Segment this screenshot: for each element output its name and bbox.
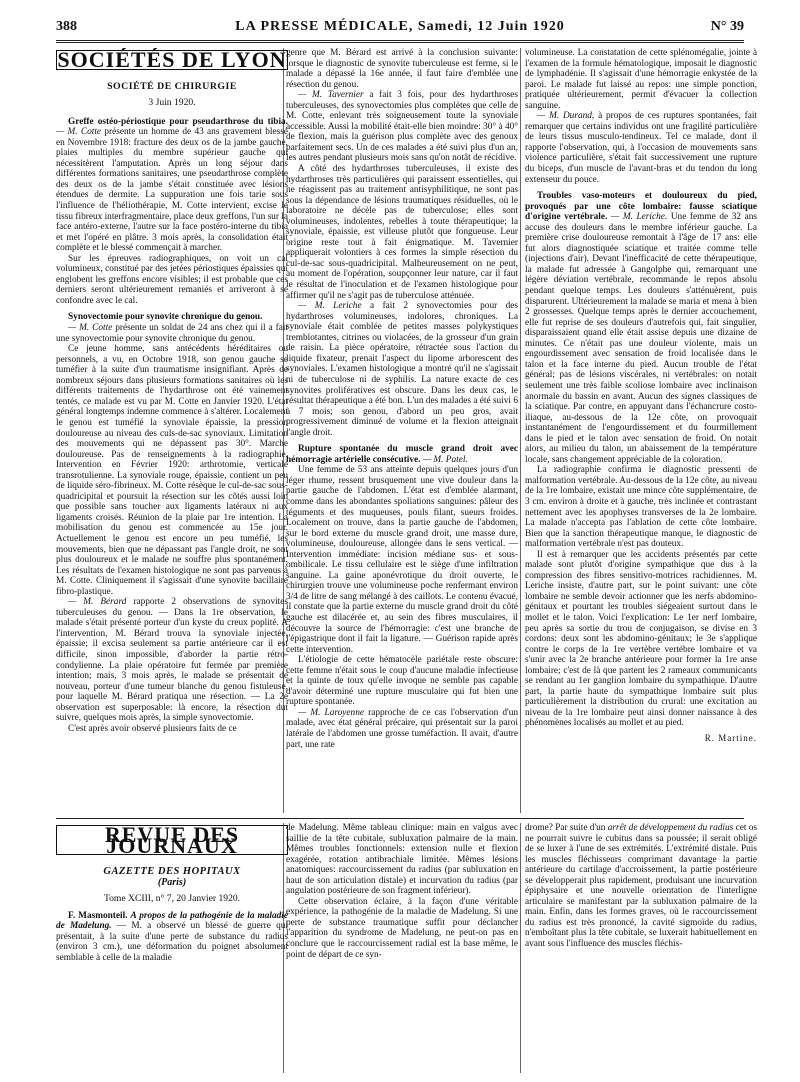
society-name: SOCIÉTÉ DE CHIRURGIE xyxy=(107,80,237,92)
meeting-date: 3 Juin 1920. xyxy=(148,97,196,109)
paragraph: — M. Bérard rapporte 2 observations de synovites tuberculeuses du genou. — Dans la 1re observation, le malade s'était présenté porteur d'un kyste du creux poplité. A l'intervention, M. Bérard trouva la synoviale injectée, épaissie; il excisa seulement sa partie antérieure car il est difficile, sinon impossible, d'aborder la partie rétro-condylienne. La plaie opératoire fut fermée par première intention; mais, 3 mois après, le malade se présentait de nouveau, porteur d'une tumeur blanche du genou fistuleuse, pour laquelle M. Bérard pratiqua une résection. — La 2e observation est superposable: là encore, la résection dut suivre, quelques mois après, la simple synovectomie. xyxy=(56,597,288,724)
paragraph: Une femme de 53 ans atteinte depuis quelques jours d'un léger rhume, ressent brusquement une vive douleur dans la partie gauche de l'abdomen. L'état est d'emblée alarmant, comme dans les abondantes spoliations sanguines: pâleur des téguments et des muqueuses, pouls filant, sueurs froides. Localement on trouve, dans la partie gauche de l'abdomen, sur le bord externe du muscle grand droit, une masse dure, volumineuse, douloureuse, allongée dans le sens vertical. — Intervention immédiate: incision médiane sus- et sous-ombilicale. Le tissu cellulaire est le siège d'une infiltration sanguine. La gaine aponévrotique du droit ouverte, le chirurgien trouve une volumineuse poche renfermant environ 3/4 de litre de sang mélangé à des caillots. Le contenu évacué, il constate que la partie externe du muscle grand droit du côté gauche est dilacérée et, au sein des fibres musculaires, il découvre la source de l'hémorragie: c'est une branche de l'épigastrique dont il fait la ligature. — Guérison rapide après cette intervention. xyxy=(286,465,518,655)
paragraph: Cette observation éclaire, à la façon d'une véritable expérience, la pathogénie de la maladie de Madelung. Si une perte de substance traumatique suffit pour déclancher l'apparition du syndrome de Madelung, ne peut-on pas en conclure que le raccourcissement radial est la base même, le point de départ de ce syn- xyxy=(286,896,518,960)
paragraph: Il est à remarquer que les accidents présentés par cette malade sont plutôt d'origine sympathique que dus à la compression des fibres sensitivo-motrices rachidiennes. M. Leriche insiste, d'autre part, sur le point suivant: une côte lombaire ne semble devoir actionner que les nerfs abdomino-génitaux et pourtant les troubles siégeaient surtout dans le mollet et le talon. Voici l'explication: Le 1er nerf lombaire, peu après sa sortie du trou de conjugaison, se divise en 3 cordons: deux sont les abdomino-génitaux; le 3e s'applique contre le corps de la 1re vertèbre vertébre lombaire et va s'unir avec la 2e branche antérieure pour former la 1re anse lombaire; c'est de là que partent les 2 rameaux communicants se rendant au 1er ganglion lombaire du sympathique. D'autre part, la partie haute du sympathique lombaire suit plus particulièrement la distribution du crural: une excitation au niveau de la 1re lombaire peut ainsi donner naissance à des phénomènes localisés au mollet et au pied. xyxy=(525,549,757,729)
paragraph: — M. Laroyenne rapproche de ce cas l'observation d'un malade, avec état général précaire, qui présentait sur la paroi latérale de l'abdomen une grosse tuméfaction. Il avait, d'autre part, une rate xyxy=(286,707,518,750)
review-column-3 xyxy=(525,823,757,950)
volume-info: Tome XCIII, n° 7, 20 Janvier 1920. xyxy=(103,893,241,905)
signature: R. Martine. xyxy=(704,733,757,743)
paragraph: Greffe ostéo-périostique pour pseudarthrose du tibia. — M. Cotte présente un homme de 43 ans gravement blessé en Novembre 1918: fracture des deux os de la jambe gauche, plaies multiples du membre supérieur gauche qui nécessitèrent l'amputation. Après un long séjour dans différentes formations sanitaires, une pseudarthrose complète des deux os de la jambe s'était constituée avec lésions étendues de dermite. La suppuration une fois tarie sous l'influence de l'héliothérapie, M. Cotte intervient, excise le tissu fibreux interfragmentaire, place deux greffons, l'un sur la face antéro-externe, l'autre sur la face postéro-interne du tibia et met l'opéré en plâtre. 3 mois après, la consolidation était complète et le blessé commençait à marcher. xyxy=(56,116,288,254)
journal-city: (Paris) xyxy=(157,876,187,888)
section-title-societes: SOCIÉTÉS DE LYON xyxy=(57,47,287,72)
paragraph: volumineuse. La constatation de cette splénomégalie, jointe à l'examen de la formule hématologique, imposait le diagnostic de lymphadénie. Il s'agissait d'une hémorragie enkystée de la paroi. Le malade fut laissé au repos: une simple ponction, pratiquée ultérieurement, permit d'évacuer la collection sanguine. xyxy=(525,48,757,111)
paragraph: Ce jeune homme, sans antécédents héréditaires ou personnels, a vu, en Octobre 1918, son genou gauche se tuméfier à la suite d'un traumatisme insignifiant. Après de nombreux séjours dans plusieurs formations sanitaires où les différents traitements de l'hydarthrose ont été vainement tentés, ce malade est vu par M. Cotte en Janvier 1920. L'état général longtemps indemne commence à s'altérer. Localement le genou est tuméfié la synoviale épaissie, la pression douloureuse au niveau des culs-de-sac synoviaux. Limitation des mouvements qui ne dépassent pas 30°. Marche douloureuse. Pas de renseignements à la radiographie. Intervention en Février 1920: arthrotomie, verticale transrotulienne. La synoviale rouge, épaissie, contient un peu de liquide séro-fibrineux. M. Cotte résèque le cul-de-sac sous-quadricipital et poursuit la résection sur les côtés aussi loin que possible sans toucher aux ligaments latéraux ni aux ligaments croisés. Réunion de la plaie par 1re intention. La mobilisation du genou est commencée au 15e jour. Actuellement le genou est encore un peu tuméfié, les mouvements, bien que ne dépassant pas l'angle droit, ne sont plus douloureux et le malade ne souffre plus spontanément. Les résultats de l'examen histologique ne sont pas parvenus à M. Cotte. Cliniquement il s'agissait d'une synovite bacillaire fibro-plastique. xyxy=(56,344,288,597)
column-1 xyxy=(56,48,288,734)
column-3 xyxy=(525,48,757,744)
header-rule xyxy=(56,40,744,41)
paragraph: A côté des hydarthroses tuberculeuses, il existe des hydarthroses très particulières qui paraissent essentielles, qui ne réagissent pas au traitement antisyphilitique, ne sont pas sous la dépendance de lésions traumatiques résiduelles, où le laboratoire ne décèle pas de tuberculose; elles sont volumineuses, indolentes, rebelles à toute thérapeutique; la synoviale, épaissie, est villeuse plutôt que fongueuse. Leur origine reste tout à fait énigmatique. M. Tavernier appliquerait volontiers à ces formes la simple résection du cul-de-sac sous-quadricipital. Malheureusement on ne peut, au moment de l'opération, soupçonner leur nature, car il faut le résultat de l'inoculation et de l'examen histologique pour affirmer qu'il ne s'agit pas de tuberculose atténuée. xyxy=(286,164,518,301)
column-divider-2 xyxy=(520,48,521,813)
header-rule-2 xyxy=(56,42,744,43)
paragraph: Troubles vaso-moteurs et douloureux du pied, provoqués par une côte lombaire: fausse sciatique d'origine vertébrale. — M. Leriche. Une femme de 32 ans accuse des douleurs dans le membre inférieur gauche. La première crise douloureuse remontait à l'âge de 17 ans: elle fut alors diagnostiquée sciatique et traitée comme telle (injections d'air). Devant l'inefficacité de cette thérapeutique, la malade fut adressée à Gangolphe qui, remarquant une légère déviation vertébrale, recommande le repos absolu pendant quelque temps. Les douleurs s'atténuèrent, puis disparurent. Ultérieurement la malade se maria et mena à bien 2 grossesses. Quelque temps après le dernier accouchement, elle fut reprise de ses douleurs d'autrefois qui, fait singulier, disparaissaient quand elle était assise depuis une dizaine de minutes. Ce n'était pas une douleur violente, mais un engourdissement avec sensation de froid localisée dans le talon et la face interne du pied. Aucun trouble de l'état général; pas de lésions viscérales, ni vertébrales: on notait seulement une très faible scoliose lombaire avec inclinaison anormale du bassin en avant. Aucun des signes classiques de la sciatique. Par contre, en appuyant dans l'échancrure costo-iliaque, au-dessous de la 12e côte, on provoquait instantanément de l'engourdissement et du fourmillement dans le pied et le talon avec sensation de froid. On notait alors, au milieu du talon, un abaissement de la température locale, sans changement appréciable de la coloration. xyxy=(525,191,757,465)
column-divider-4 xyxy=(520,823,521,1073)
column-2 xyxy=(286,48,518,750)
paragraph: genre que M. Bérard est arrivé à la conclusion suivante: lorsque le diagnostic de synovite tuberculeuse est ferme, si le malade a dépassé la 16e année, il faut faire d'emblée une résection du genou. xyxy=(286,48,518,90)
paragraph: L'étiologie de cette hématocèle pariétale reste obscure: cette femme n'était sous le coup d'aucune maladie infectieuse et la quinte de toux qu'elle invoque ne semble pas capable d'avoir déterminé une rupture musculaire qui fut bien une rupture spontanée. xyxy=(286,655,518,708)
issue-number: N° 39 xyxy=(710,19,744,34)
paragraph: C'est après avoir observé plusieurs faits de ce xyxy=(68,723,237,734)
paragraph: — M. Durand, à propos de ces ruptures spontanées, fait remarquer que certains individus ont une fragilité particulière de leurs tissus musculo-tendineux. Tel ce malade, dont il rapporte l'observation, qui, à l'occasion de mouvements sans violence particulière, s'était fait successivement une rupture du biceps, d'un muscle de l'avant-bras et du tendon du long extenseur du pouce. xyxy=(525,111,758,185)
paragraph: Rupture spontanée du muscle grand droit avec hémorragie artérielle consécutive. — M. Patel. xyxy=(286,444,518,465)
paragraph: drome? Par suite d'un arrêt de développement du radius cet os ne pourrait suivre le cubitus dans sa poussée; il serait obligé de se luxer à l'une de ses extrémités. L'extrémité distale. Puis les muscles fléchisseurs comprimant davantage la partie antérieure du cartilage d'accroissement, la partie postérieure se développerait plus rapidement, produisant une incurvation épiphysaire et une nouvelle orientation de l'interligne articulaire se manifestant par la subluxation palmaire de la main. Enfin, dans les formes graves, où le raccourcissement du radius est très prononcé, la cavité sigmoïde du radius, n'emboîtant plus la tête cubitale, se luxerait habituellement en avant sous l'influence des muscles fléchis- xyxy=(525,823,757,950)
page-header xyxy=(56,19,744,37)
paragraph: — M. Tavernier a fait 3 fois, pour des hydarthroses tuberculeuses, des synovectomies plus complètes que celle de M. Cotte, enlevant très soigneusement toute la synoviale accessible. Aussi la mobilité était-elle bien moindre: 30° à 40° de flexion, mais la guérison plus complète avec des genoux parfaitement secs. Un de ces malades a été suivi plus d'un an, les autres pendant plusieurs mois sans qu'on notât de récidive. xyxy=(286,90,518,164)
page-number: 388 xyxy=(56,19,77,34)
paragraph: Synovectomie pour synovite chronique du genou. xyxy=(68,312,263,323)
journal-title: LA PRESSE MÉDICALE, Samedi, 12 Juin 1920 xyxy=(235,19,565,34)
paragraph: Sur les épreuves radiographiques, on voit un cal volumineux, constitué par des jetées périostiques épaissies qui englobent les greffons encore visibles; il est probable que ces derniers seront ultérieurement remaniés et arriveront à se confondre avec le cal. xyxy=(56,253,288,306)
section-rule xyxy=(56,818,744,819)
paragraph: — M. Leriche a fait 2 synovectomies pour des hydarthroses volumineuses, indolores, chroniques. La synoviale était comblée de petites masses polykystiques tremblotantes, citrines ou violacées, de la grosseur d'un grain de raisin. La pièce opératoire, rétractée sous l'action du liquide fixateur, prenait l'aspect du lipome arborescent des synoviales. L'examen histologique a montré qu'il ne s'agissait ni de tuberculose ni de syphilis. La nature exacte de ces synovites prolifératives est obscure. Dans les deux cas, le résultat thérapeutique a été bon. L'un des malades a été suivi 6 à 7 mois; son genou, d'abord un peu gros, avait progressivement diminué de volume et la flexion atteignait l'angle droit. xyxy=(286,301,519,438)
paragraph: La radiographie confirma le diagnostic pressenti de malformation vertébrale. Au-dessous de la 12e côte, au niveau de la 1re lombaire, existait une mince côte supplémentaire, de 3 cm. environ à droite et à gauche, très inclinée et contrastant nettement avec les apophyses transverses de la 2e lombaire. La malade n'accepta pas l'ablation de cette côte lombaire. Bien que la sanction thérapeutique manque, le diagnostic de malformation vertébrale n'est pas douteux. xyxy=(525,465,757,550)
journal-name: GAZETTE DES HOPITAUX xyxy=(103,866,241,878)
paragraph: F. Masmonteil. A propos de la pathogénie de la maladie de Madelung. — M. a observé un blessé de guerre qui présentait, à la suite d'une perte de substance du radius (environ 3 cm.), une déformation du poignet absolument semblable à celle de la maladie xyxy=(56,910,289,963)
paragraph: — M. Cotte présente un soldat de 24 ans chez qui il a fait une synovectomie pour synovite chronique du genou. xyxy=(56,323,288,344)
section-title-revue: REVUE DES JOURNAUX xyxy=(56,825,288,855)
review-column-1 xyxy=(56,823,288,963)
review-column-2 xyxy=(286,823,518,960)
paragraph: de Madelung. Même tableau clinique: main en valgus avec saillie de la tête cubitale, subluxation palmaire de la main. Mêmes troubles fonctionnels: extension nulle et flexion exagérée, rotation antibrachiale limitée. Mêmes lésions anatomiques: raccourcissement du radius (par subluxation en haut de son articulation distale) et incurvation du radius (par angulation postérieure de son fragment inférieur). xyxy=(286,823,518,897)
